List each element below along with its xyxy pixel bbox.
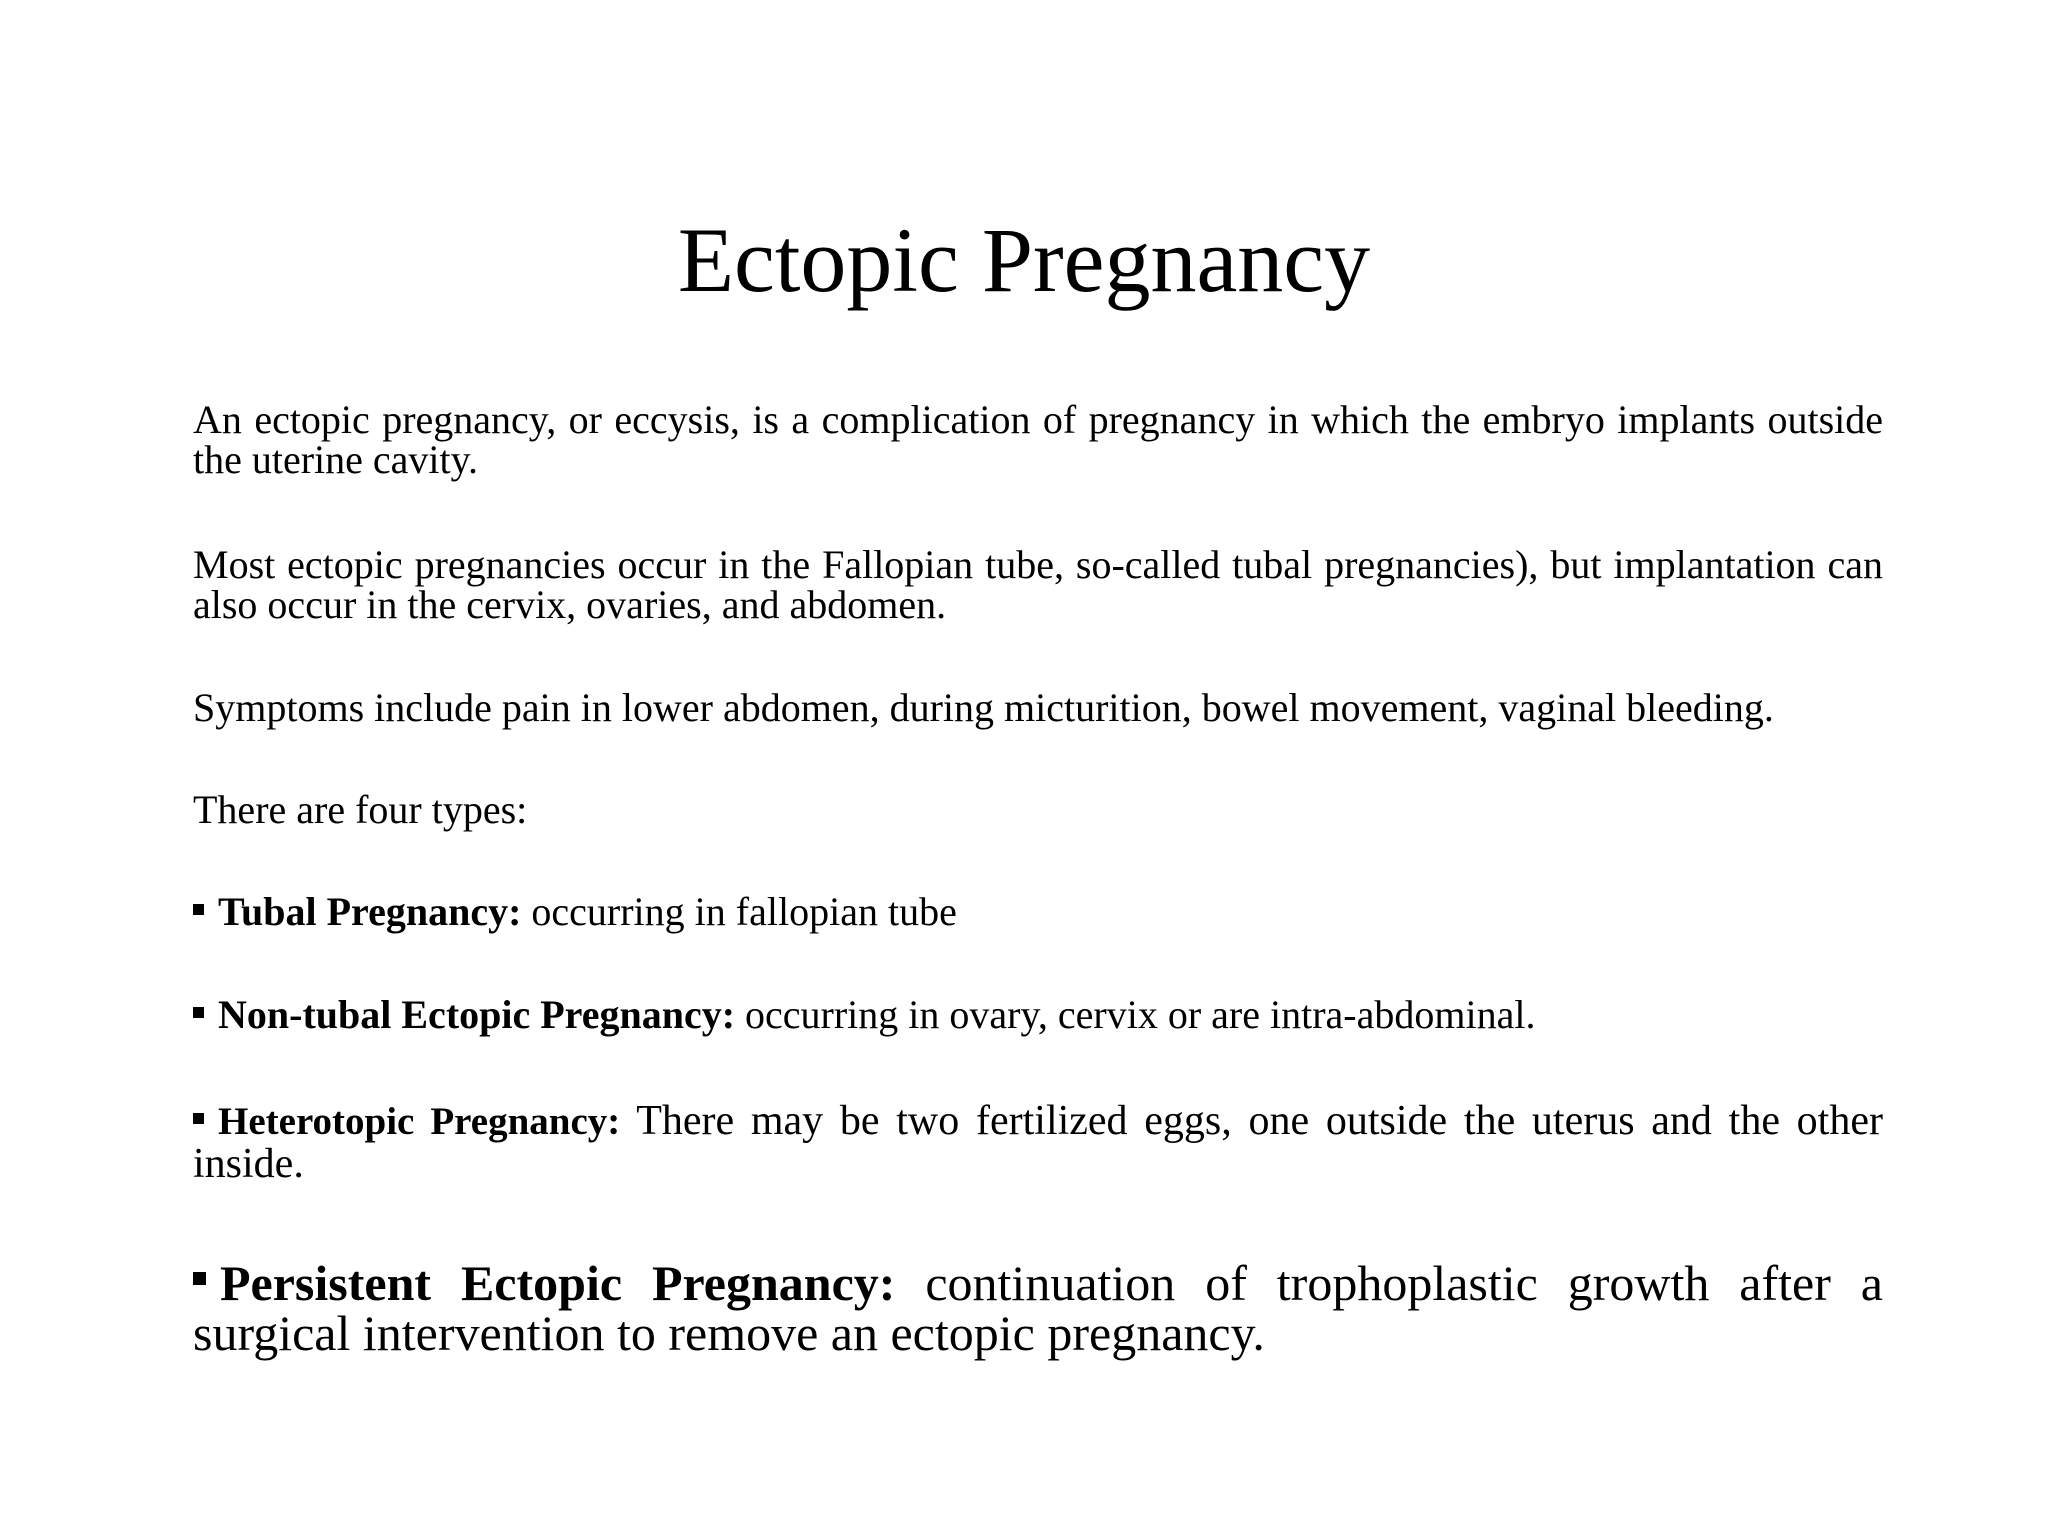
- bullet-item-tubal: [193, 889, 1883, 934]
- bullet-term: Heterotopic Pregnancy:: [218, 1100, 621, 1143]
- bullet-text: There may be two fertilized eggs, one outside the uterus and the other inside.: [193, 1098, 1883, 1187]
- paragraph-symptoms: Symptoms include pain in lower abdomen, during micturition, bowel movement, vaginal bleeding.: [193, 685, 1774, 730]
- square-bullet-icon: [193, 904, 204, 915]
- bullet-text: occurring in ovary, cervix or are intra-abdominal.: [735, 992, 1536, 1037]
- bullet-item-persistent: [193, 1255, 1883, 1361]
- paragraph-location: Most ectopic pregnancies occur in the Fallopian tube, so-called tubal pregnancies), but implantation can also occur in the cervix, ovaries, and abdomen.: [193, 542, 1883, 627]
- slide-title: Ectopic Pregnancy: [677, 209, 1371, 311]
- paragraph-definition: An ectopic pregnancy, or eccysis, is a complication of pregnancy in which the embryo implants outside the uterine cavity.: [193, 397, 1883, 482]
- bullet-text: occurring in fallopian tube: [521, 889, 957, 934]
- bullet-text: continuation of trophoplastic growth after a surgical intervention to remove an ectopic pregnancy.: [193, 1255, 1883, 1361]
- square-bullet-icon: [193, 1113, 204, 1124]
- bullet-term: Persistent Ectopic Pregnancy:: [220, 1255, 896, 1311]
- square-bullet-icon: [193, 1272, 206, 1285]
- bullet-item-heterotopic: [193, 1100, 1883, 1185]
- bullet-term: Non-tubal Ectopic Pregnancy:: [218, 992, 736, 1037]
- bullet-item-non-tubal: [193, 992, 1883, 1037]
- paragraph-types-intro: There are four types:: [193, 787, 528, 832]
- bullet-term: Tubal Pregnancy:: [218, 889, 522, 934]
- square-bullet-icon: [193, 1007, 204, 1018]
